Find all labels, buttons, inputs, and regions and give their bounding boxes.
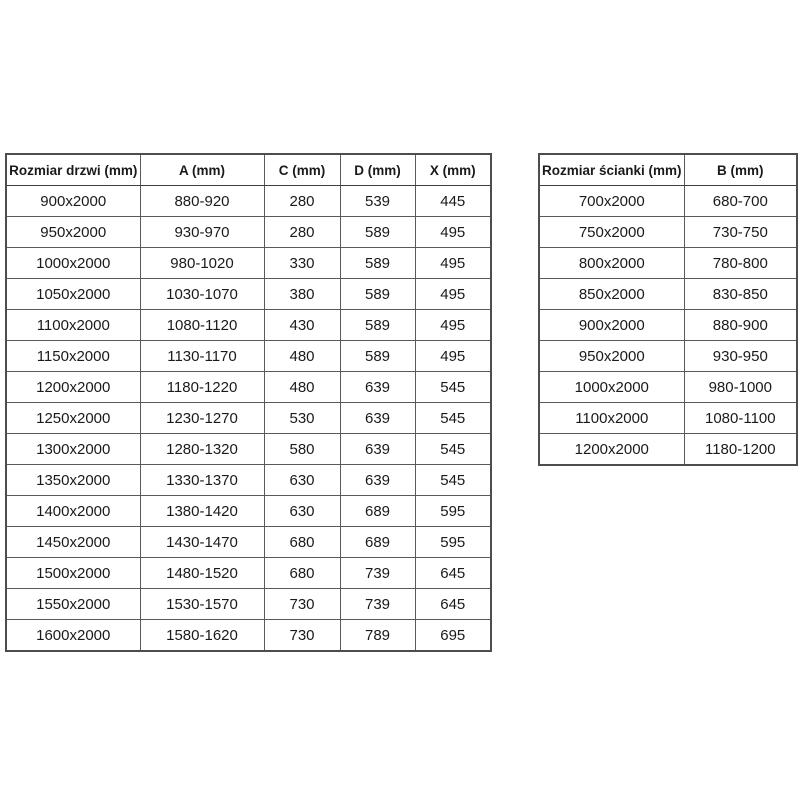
- table-cell: 750x2000: [539, 217, 684, 248]
- table-row: [6, 527, 491, 558]
- table-cell: 880-900: [684, 310, 797, 341]
- column-header: X (mm): [415, 154, 491, 186]
- table-cell: 495: [415, 279, 491, 310]
- table-cell: 730: [264, 589, 340, 620]
- table-cell: 1500x2000: [6, 558, 140, 589]
- table-cell: 639: [340, 434, 415, 465]
- column-header: B (mm): [684, 154, 797, 186]
- table-row: [6, 403, 491, 434]
- wall-panel-size-table-body: [539, 186, 797, 466]
- table-cell: 595: [415, 527, 491, 558]
- table-cell: 1200x2000: [539, 434, 684, 466]
- table-cell: 1250x2000: [6, 403, 140, 434]
- table-cell: 900x2000: [6, 186, 140, 217]
- table-cell: 380: [264, 279, 340, 310]
- table-cell: 950x2000: [6, 217, 140, 248]
- table-cell: 1550x2000: [6, 589, 140, 620]
- table-cell: 595: [415, 496, 491, 527]
- table-cell: 630: [264, 496, 340, 527]
- table-cell: 1450x2000: [6, 527, 140, 558]
- table-cell: 680-700: [684, 186, 797, 217]
- table-cell: 730: [264, 620, 340, 652]
- table-cell: 545: [415, 403, 491, 434]
- table-row: [539, 310, 797, 341]
- table-cell: 589: [340, 310, 415, 341]
- table-cell: 545: [415, 434, 491, 465]
- table-cell: 1600x2000: [6, 620, 140, 652]
- column-header: D (mm): [340, 154, 415, 186]
- table-header-row: [6, 154, 491, 186]
- table-cell: 495: [415, 341, 491, 372]
- table-row: [539, 341, 797, 372]
- table-cell: 1380-1420: [140, 496, 264, 527]
- table-cell: 1530-1570: [140, 589, 264, 620]
- table-cell: 900x2000: [539, 310, 684, 341]
- table-cell: 539: [340, 186, 415, 217]
- table-cell: 1100x2000: [6, 310, 140, 341]
- table-cell: 1200x2000: [6, 372, 140, 403]
- table-cell: 1180-1200: [684, 434, 797, 466]
- table-row: [6, 496, 491, 527]
- door-size-table: [5, 153, 492, 652]
- table-cell: 1230-1270: [140, 403, 264, 434]
- table-cell: 280: [264, 186, 340, 217]
- table-cell: 495: [415, 248, 491, 279]
- wall-panel-size-table: [538, 153, 798, 466]
- table-cell: 1080-1120: [140, 310, 264, 341]
- table-cell: 280: [264, 217, 340, 248]
- table-cell: 545: [415, 465, 491, 496]
- table-row: [6, 279, 491, 310]
- table-cell: 645: [415, 589, 491, 620]
- door-size-table-header: [6, 154, 491, 186]
- table-cell: 730-750: [684, 217, 797, 248]
- table-row: [6, 217, 491, 248]
- table-row: [6, 186, 491, 217]
- table-row: [6, 434, 491, 465]
- table-cell: 1080-1100: [684, 403, 797, 434]
- table-cell: 495: [415, 310, 491, 341]
- table-cell: 330: [264, 248, 340, 279]
- table-cell: 639: [340, 465, 415, 496]
- table-cell: 739: [340, 558, 415, 589]
- table-row: [539, 217, 797, 248]
- table-row: [6, 465, 491, 496]
- table-cell: 1030-1070: [140, 279, 264, 310]
- table-cell: 789: [340, 620, 415, 652]
- door-size-table-body: [6, 186, 491, 652]
- table-cell: 445: [415, 186, 491, 217]
- table-cell: 545: [415, 372, 491, 403]
- table-cell: 480: [264, 372, 340, 403]
- table-cell: 800x2000: [539, 248, 684, 279]
- table-row: [6, 372, 491, 403]
- table-cell: 680: [264, 558, 340, 589]
- table-row: [539, 248, 797, 279]
- table-cell: 1100x2000: [539, 403, 684, 434]
- table-row: [539, 186, 797, 217]
- table-cell: 739: [340, 589, 415, 620]
- table-cell: 589: [340, 279, 415, 310]
- column-header: Rozmiar drzwi (mm): [6, 154, 140, 186]
- table-cell: 1180-1220: [140, 372, 264, 403]
- wall-panel-size-table-header: [539, 154, 797, 186]
- table-row: [539, 372, 797, 403]
- table-cell: 589: [340, 248, 415, 279]
- table-row: [6, 589, 491, 620]
- table-cell: 430: [264, 310, 340, 341]
- table-cell: 930-970: [140, 217, 264, 248]
- table-row: [6, 248, 491, 279]
- table-cell: 695: [415, 620, 491, 652]
- table-cell: 645: [415, 558, 491, 589]
- table-cell: 689: [340, 496, 415, 527]
- table-cell: 1000x2000: [6, 248, 140, 279]
- table-row: [6, 310, 491, 341]
- table-cell: 589: [340, 217, 415, 248]
- table-cell: 630: [264, 465, 340, 496]
- column-header: Rozmiar ścianki (mm): [539, 154, 684, 186]
- table-cell: 980-1020: [140, 248, 264, 279]
- table-cell: 1150x2000: [6, 341, 140, 372]
- table-cell: 980-1000: [684, 372, 797, 403]
- table-row: [6, 620, 491, 652]
- table-cell: 680: [264, 527, 340, 558]
- table-row: [539, 434, 797, 466]
- table-cell: 700x2000: [539, 186, 684, 217]
- table-cell: 639: [340, 372, 415, 403]
- table-cell: 850x2000: [539, 279, 684, 310]
- table-cell: 480: [264, 341, 340, 372]
- table-cell: 1000x2000: [539, 372, 684, 403]
- table-row: [539, 279, 797, 310]
- column-header: A (mm): [140, 154, 264, 186]
- column-header: C (mm): [264, 154, 340, 186]
- table-cell: 1050x2000: [6, 279, 140, 310]
- table-cell: 1400x2000: [6, 496, 140, 527]
- table-cell: 1280-1320: [140, 434, 264, 465]
- table-row: [539, 403, 797, 434]
- table-cell: 830-850: [684, 279, 797, 310]
- table-cell: 1300x2000: [6, 434, 140, 465]
- table-cell: 530: [264, 403, 340, 434]
- table-row: [6, 558, 491, 589]
- table-cell: 1330-1370: [140, 465, 264, 496]
- table-cell: 780-800: [684, 248, 797, 279]
- table-cell: 639: [340, 403, 415, 434]
- table-cell: 580: [264, 434, 340, 465]
- table-cell: 950x2000: [539, 341, 684, 372]
- table-cell: 689: [340, 527, 415, 558]
- table-cell: 1480-1520: [140, 558, 264, 589]
- table-row: [6, 341, 491, 372]
- table-cell: 1580-1620: [140, 620, 264, 652]
- table-cell: 589: [340, 341, 415, 372]
- table-cell: 1350x2000: [6, 465, 140, 496]
- table-cell: 495: [415, 217, 491, 248]
- table-cell: 930-950: [684, 341, 797, 372]
- table-header-row: [539, 154, 797, 186]
- table-cell: 1430-1470: [140, 527, 264, 558]
- table-cell: 880-920: [140, 186, 264, 217]
- table-cell: 1130-1170: [140, 341, 264, 372]
